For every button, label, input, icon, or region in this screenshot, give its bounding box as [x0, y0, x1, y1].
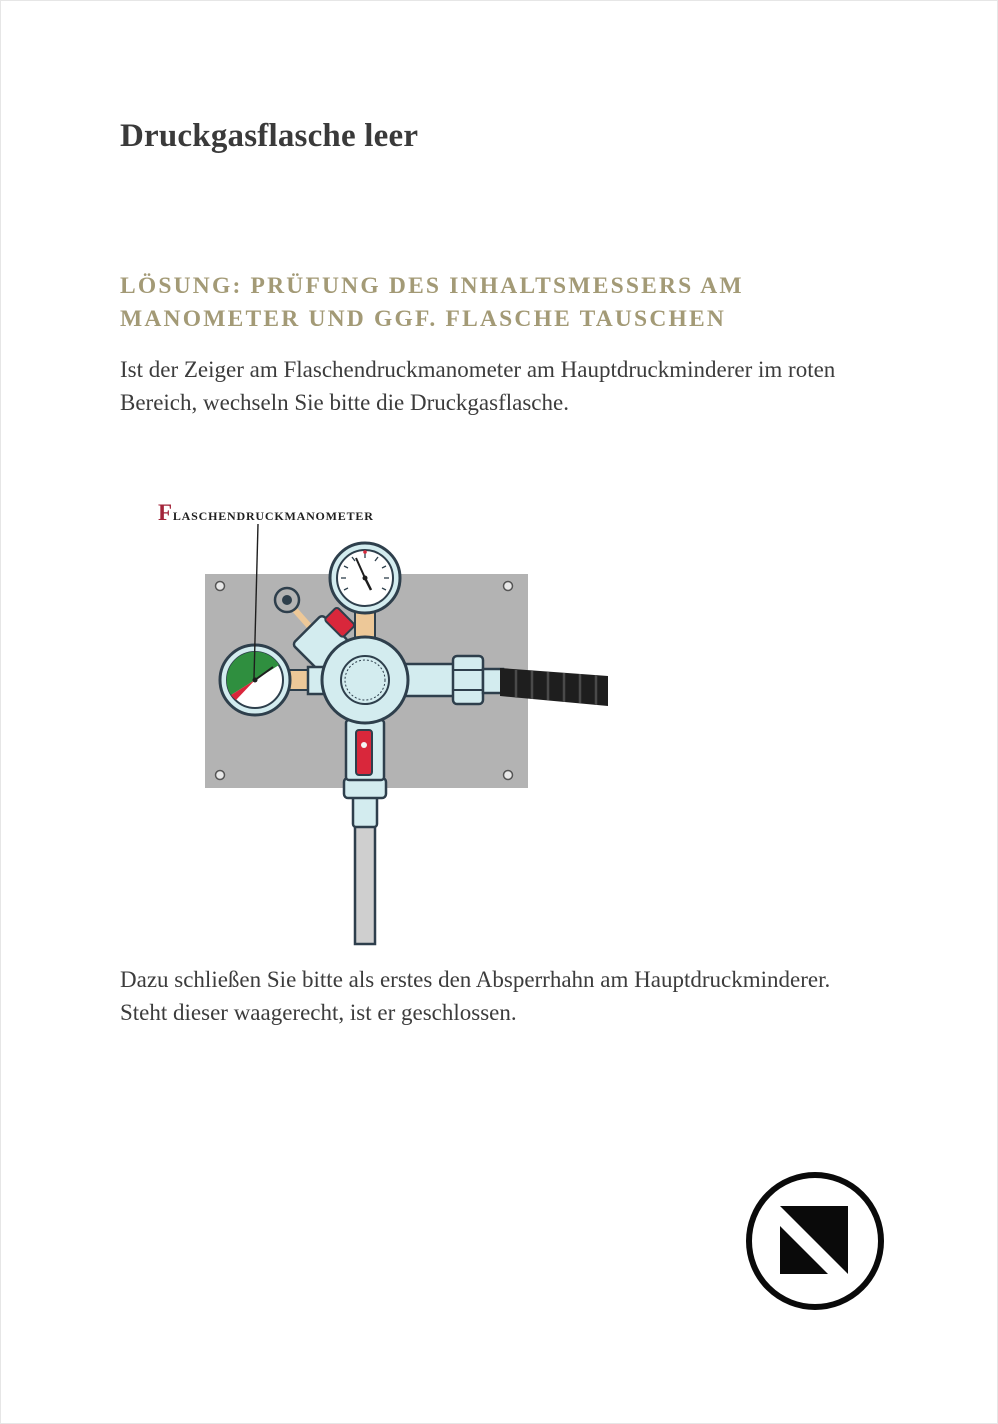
regulator-dial	[341, 656, 389, 704]
solution-heading: LÖSUNG: PRÜFUNG DES INHALTSMESSERS AM MANOMETER UND GGF. FLASCHE TAUSCHEN	[120, 273, 744, 332]
page-title: Druckgasflasche leer	[120, 118, 419, 154]
plate-screw	[504, 771, 513, 780]
right-outlet-nut	[453, 656, 483, 704]
callout-label-rest: laschendruckmanometer	[172, 505, 374, 524]
brand-logo-icon	[744, 1170, 886, 1312]
outlet-pipe	[355, 826, 375, 944]
pressure-regulator-illustration	[150, 495, 620, 950]
shutoff-valve-handle	[356, 730, 372, 775]
shutoff-valve-pin	[361, 742, 367, 748]
instruction-paragraph-2: Dazu schließen Sie bitte als erstes den Absperrhahn am Hauptdruckminderer. Steht dieser waagerecht, ist er geschlossen.	[120, 967, 831, 1025]
callout-label-first-letter: F	[158, 500, 173, 525]
outlet-pipe-collar	[353, 795, 377, 827]
instruction-paragraph-1: Ist der Zeiger am Flaschendruckmanometer am Hauptdruckminderer im roten Bereich, wechseln Sie bitte die Druckgasflasche.	[120, 357, 836, 415]
plate-screw	[216, 771, 225, 780]
plate-screw	[504, 582, 513, 591]
plate-screw	[216, 582, 225, 591]
